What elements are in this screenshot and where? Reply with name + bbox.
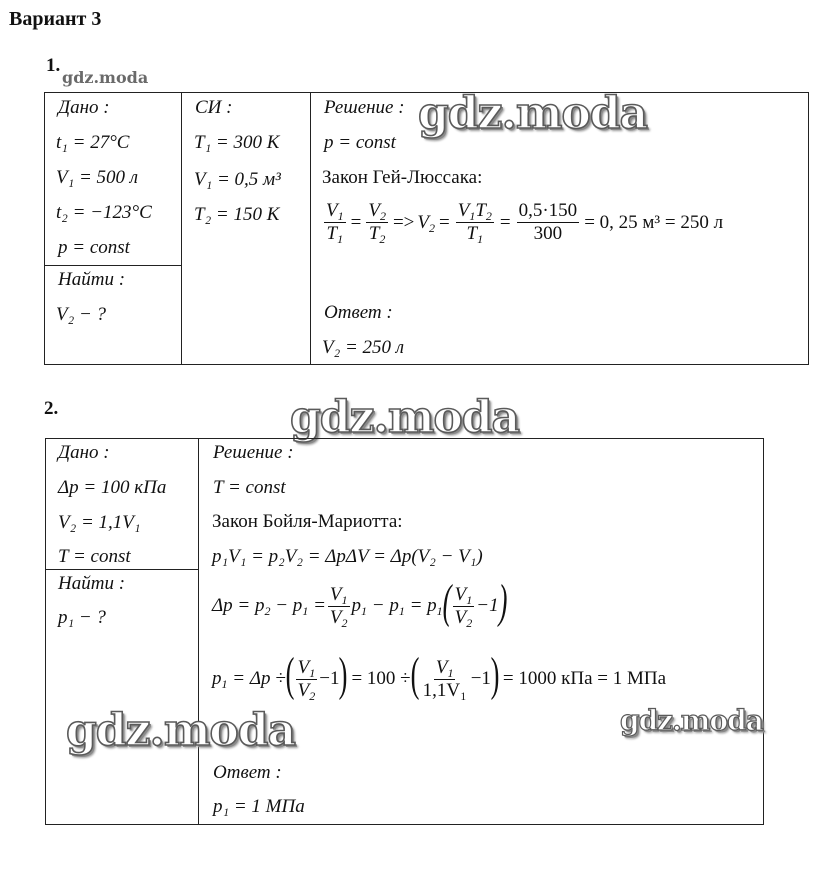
task2-given-v2: V₂ = 1,1V₁ xyxy=(58,512,141,533)
watermark-3: gdz.moda xyxy=(66,705,296,756)
task2-eq3-frac-1: $\frac{V_1}{V_2}$ xyxy=(297,656,316,703)
task1-given-v1: V₁ = 500 л xyxy=(56,167,139,188)
task1-given-t1: t₁ = 27°C xyxy=(56,132,130,153)
task2-eq2-frac-1: $\frac{V_1}{V_2}$ xyxy=(329,583,348,630)
task2-given-label: Дано : xyxy=(58,442,110,463)
task1-number: 1. xyxy=(46,55,61,76)
task2-find: p₁ − ? xyxy=(58,607,106,628)
task2-divider xyxy=(198,438,199,825)
task1-formula-result: = 0, 25 м³ = 250 л xyxy=(584,211,724,233)
task1-law: Закон Гей-Люссака: xyxy=(322,167,483,188)
task2-given-dp: Δp = 100 кПа xyxy=(58,477,167,498)
task1-si-v1: V₁ = 0,5 м³ xyxy=(194,169,281,190)
task1-solution-label: Решение : xyxy=(324,97,405,118)
task1-si-label: СИ : xyxy=(195,97,233,118)
task2-eq2: $\Delta p = p_2 - p_1$ = $\frac{V_1}{V_2}$ $p_1 - p_1 = p_1$ ( $\frac{V_1}{V_2}$ −1 ) xyxy=(212,575,507,630)
task2-solution-label: Решение : xyxy=(213,442,294,463)
task2-find-label: Найти : xyxy=(58,573,126,594)
task2-answer: p₁ = 1 МПа xyxy=(213,796,305,817)
watermark-2: gdz.moda xyxy=(290,392,520,443)
task2-answer-label: Ответ : xyxy=(213,762,282,783)
task2-eq3-result: = 1000 кПа = 1 МПа xyxy=(502,668,667,689)
task2-law: Закон Бойля-Мариотта: xyxy=(212,511,403,532)
task1-frac-calc: $\frac{0,5\cdot 150}{300}$ xyxy=(518,200,578,244)
watermark-1: gdz.moda xyxy=(418,88,648,139)
task1-si-t2: T₂ = 150 К xyxy=(194,204,280,225)
task2-eq1: p₁V₁ = p₂V₂ = ΔpΔV = Δp(V₂ − V₁) xyxy=(212,546,483,567)
task1-find-label: Найти : xyxy=(58,269,126,290)
task2-eq3: $p_1 = \Delta p$ ÷ ( $\frac{V_1}{V_2}$ −1 ) = 100 ÷ ( $\frac{V_1}{\text{1,1V₁}}$ −1 ) = 1000 кПа = 1 МПа xyxy=(212,648,667,703)
task1-given-divider xyxy=(44,265,181,266)
task2-solution-t-const: T = const xyxy=(213,477,286,498)
task2-eq2-frac-2: $\frac{V_1}{V_2}$ xyxy=(454,583,473,630)
task2-given-t-const: T = const xyxy=(58,546,131,567)
task1-frac-v1t2-t1: $\frac{V_1T_2}{T_1}$ xyxy=(457,200,492,246)
task1-given-label: Дано : xyxy=(58,97,110,118)
task1-find: V₂ − ? xyxy=(56,304,107,325)
task1-given-t2: t₂ = −123°C xyxy=(56,202,152,223)
task1-frac-v1-t1: $\frac{V_1}{T_1}$ xyxy=(326,200,344,246)
task1-divider-1 xyxy=(181,92,182,365)
task1-answer-label: Ответ : xyxy=(324,302,393,323)
task1-answer: V₂ = 250 л xyxy=(322,337,405,358)
task2-number: 2. xyxy=(44,398,59,419)
page-title: Вариант 3 xyxy=(9,8,102,30)
task1-divider-2 xyxy=(310,92,311,365)
task1-frac-v2-t2: $\frac{V_2}{T_2}$ xyxy=(368,200,386,246)
watermark-small-1: gdz.moda xyxy=(62,68,149,87)
task2-given-divider xyxy=(45,569,198,570)
task1-formula: $\frac{V_1}{T_1}$ = $\frac{V_2}{T_2}$ => $V_2$ = $\frac{V_1T_2}{T_1}$ = $\frac{0,5\cdot 150}{300}$ = 0, 25 м³ = 250 л xyxy=(326,200,724,246)
task1-given-p-const: p = const xyxy=(58,237,130,258)
task1-si-t1: T₁ = 300 К xyxy=(194,132,280,153)
watermark-4: gdz.moda xyxy=(620,704,763,737)
task2-eq3-frac-2: $\frac{V_1}{\text{1,1V₁}}$ xyxy=(422,656,467,701)
task2-eq3-value: = 100 ÷ xyxy=(351,668,411,689)
task1-solution-p-const: p = const xyxy=(324,132,396,153)
